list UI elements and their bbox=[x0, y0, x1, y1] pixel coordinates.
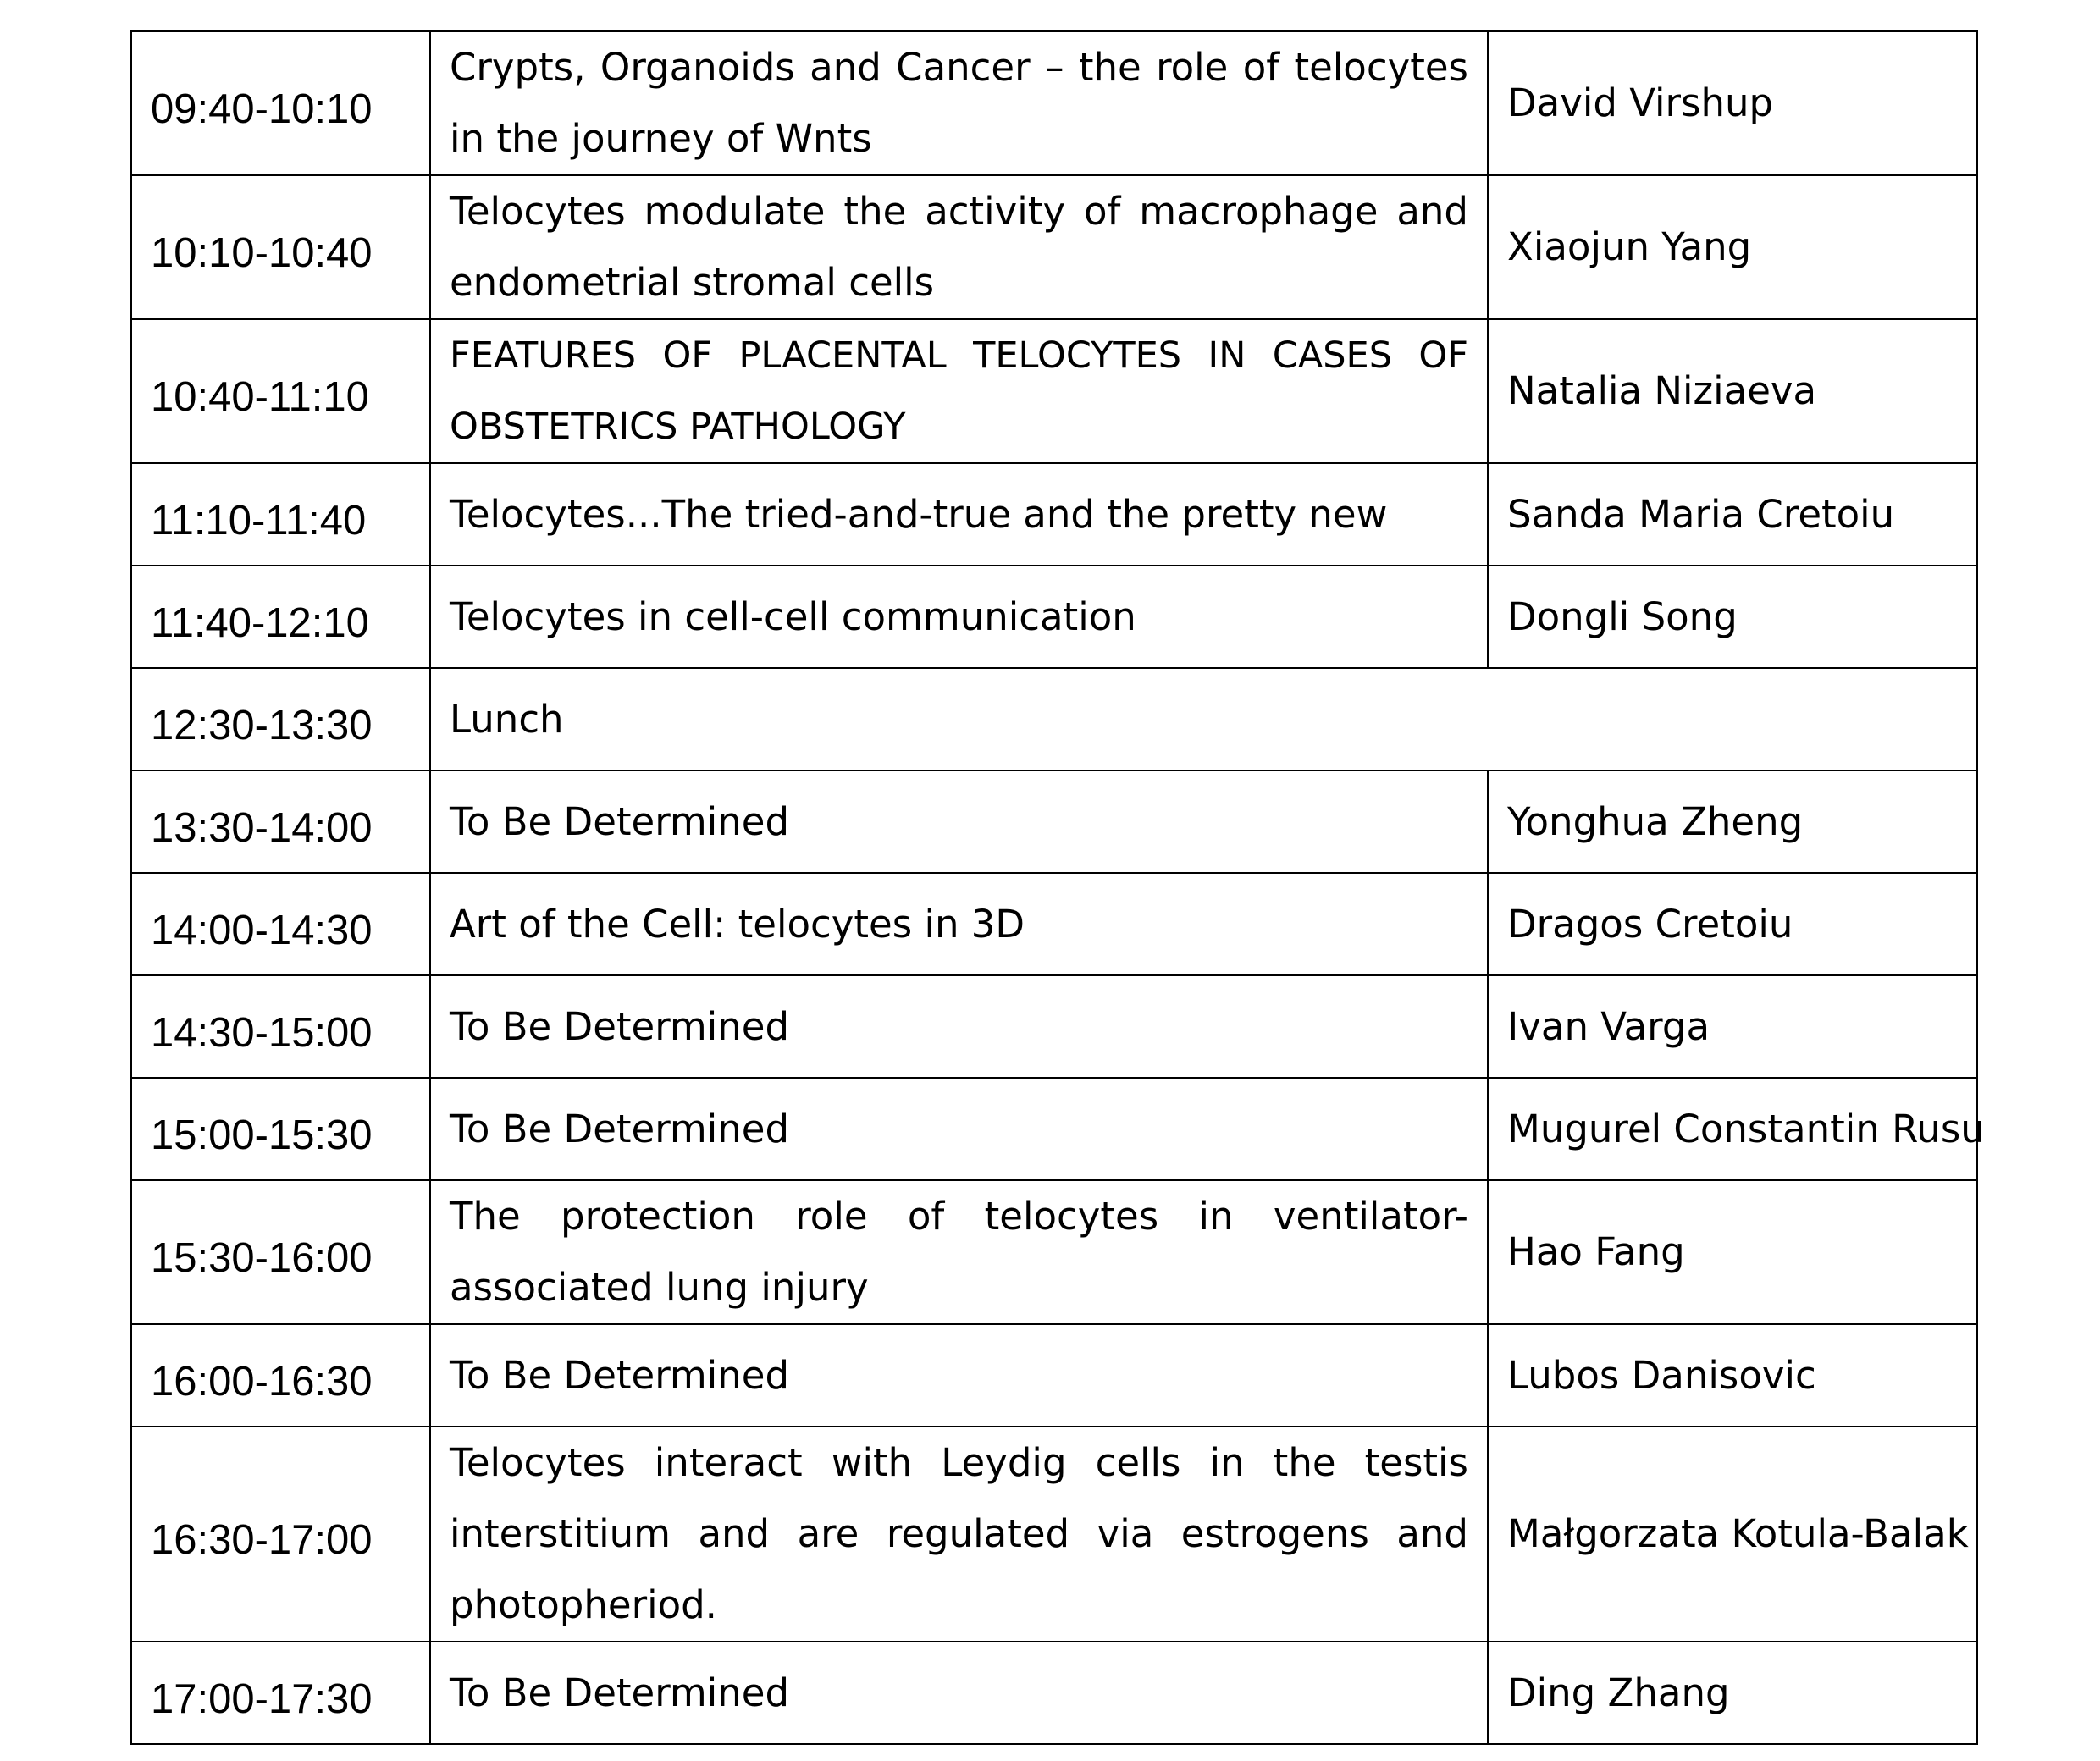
session-speaker: Yonghua Zheng bbox=[1488, 770, 1977, 873]
session-speaker: Ding Zhang bbox=[1488, 1642, 1977, 1744]
table-row bbox=[131, 1324, 1977, 1427]
session-time: 11:10-11:40 bbox=[131, 463, 430, 566]
session-topic: To Be Determined bbox=[430, 1078, 1488, 1180]
session-topic: Telocytes...The tried-and-true and the pretty new bbox=[430, 463, 1488, 566]
session-speaker: David Virshup bbox=[1488, 31, 1977, 175]
table-row bbox=[131, 873, 1977, 975]
session-speaker: Hao Fang bbox=[1488, 1180, 1977, 1324]
schedule-table bbox=[130, 30, 1985, 1745]
session-topic: Crypts, Organoids and Cancer – the role of telocytes in the journey of Wnts bbox=[430, 31, 1488, 175]
table-row bbox=[131, 175, 1977, 319]
break-label: Lunch bbox=[430, 668, 1977, 770]
session-speaker: Sanda Maria Cretoiu bbox=[1488, 463, 1977, 566]
session-topic: Telocytes interact with Leydig cells in the testis interstitium and are regulated via estrogens and photopheriod. bbox=[430, 1427, 1488, 1642]
table-row-break bbox=[131, 668, 1977, 770]
table-row bbox=[131, 975, 1977, 1078]
table-row bbox=[131, 770, 1977, 873]
session-speaker: Ivan Varga bbox=[1488, 975, 1977, 1078]
session-time: 15:30-16:00 bbox=[131, 1180, 430, 1324]
session-topic: Telocytes modulate the activity of macrophage and endometrial stromal cells bbox=[430, 175, 1488, 319]
session-topic: Telocytes in cell-cell communication bbox=[430, 566, 1488, 668]
table-row bbox=[131, 1642, 1977, 1744]
session-time: 16:00-16:30 bbox=[131, 1324, 430, 1427]
session-topic: To Be Determined bbox=[430, 975, 1488, 1078]
table-row bbox=[131, 566, 1977, 668]
session-topic: To Be Determined bbox=[430, 770, 1488, 873]
table-row bbox=[131, 1427, 1977, 1642]
session-speaker: Mugurel Constantin Rusu bbox=[1488, 1078, 1977, 1180]
session-time: 09:40-10:10 bbox=[131, 31, 430, 175]
session-time: 17:00-17:30 bbox=[131, 1642, 430, 1744]
session-time: 16:30-17:00 bbox=[131, 1427, 430, 1642]
session-speaker: Małgorzata Kotula-Balak bbox=[1488, 1427, 1977, 1642]
table-row bbox=[131, 31, 1977, 175]
session-topic: Art of the Cell: telocytes in 3D bbox=[430, 873, 1488, 975]
session-time: 13:30-14:00 bbox=[131, 770, 430, 873]
session-time: 14:00-14:30 bbox=[131, 873, 430, 975]
session-topic: The protection role of telocytes in ventilator-associated lung injury bbox=[430, 1180, 1488, 1324]
session-speaker: Lubos Danisovic bbox=[1488, 1324, 1977, 1427]
session-time: 15:00-15:30 bbox=[131, 1078, 430, 1180]
session-speaker: Dragos Cretoiu bbox=[1488, 873, 1977, 975]
session-time: 10:40-11:10 bbox=[131, 319, 430, 463]
session-time: 10:10-10:40 bbox=[131, 175, 430, 319]
table-row bbox=[131, 463, 1977, 566]
session-speaker: Xiaojun Yang bbox=[1488, 175, 1977, 319]
session-speaker: Dongli Song bbox=[1488, 566, 1977, 668]
session-time: 14:30-15:00 bbox=[131, 975, 430, 1078]
session-topic: To Be Determined bbox=[430, 1324, 1488, 1427]
session-speaker: Natalia Niziaeva bbox=[1488, 319, 1977, 463]
session-time: 11:40-12:10 bbox=[131, 566, 430, 668]
table-row bbox=[131, 1180, 1977, 1324]
session-topic: To Be Determined bbox=[430, 1642, 1488, 1744]
session-topic: FEATURES OF PLACENTAL TELOCYTES IN CASES OF OBSTETRICS PATHOLOGY bbox=[430, 319, 1488, 463]
table-row bbox=[131, 319, 1977, 463]
session-time: 12:30-13:30 bbox=[131, 668, 430, 770]
table-row bbox=[131, 1078, 1977, 1180]
